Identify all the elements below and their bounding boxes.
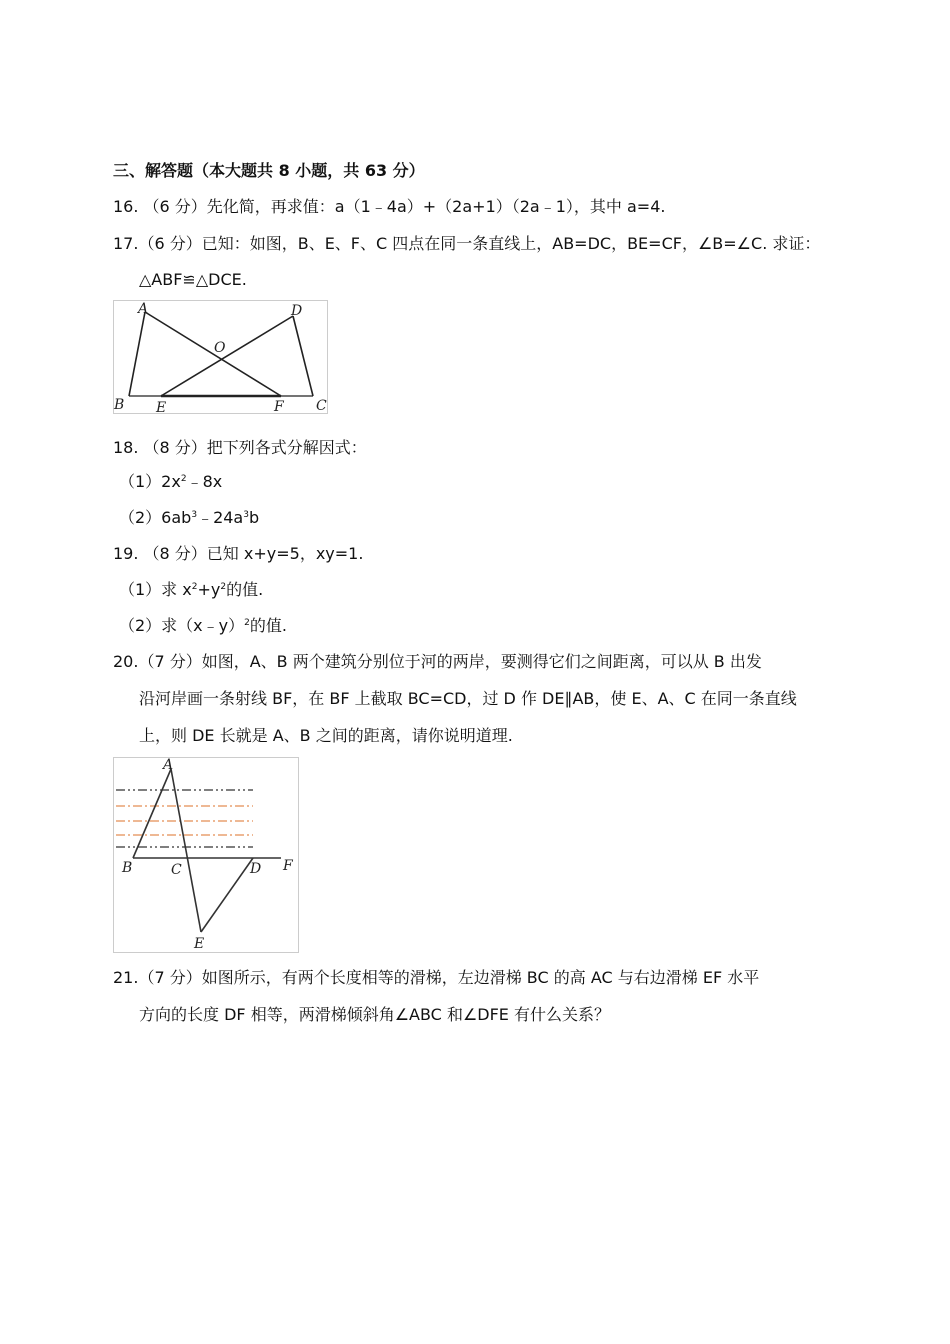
question-20-line-3: 上，则 DE 长就是 A、B 之间的距离，请你说明道理.	[139, 726, 513, 745]
q19-p1-mid: +y	[197, 580, 221, 599]
section-title: 三、解答题（本大题共 8 小题，共 63 分）	[113, 161, 425, 180]
label-c: C	[316, 398, 327, 414]
label-e: E	[156, 400, 167, 415]
question-19-part-1	[119, 580, 263, 600]
question-17-line-1: 17.（6 分）已知：如图，B、E、F、C 四点在同一条直线上，AB=DC，BE=CF，∠B=∠C. 求证：	[113, 234, 821, 253]
label-o: O	[214, 340, 226, 356]
question-18-part-1	[119, 472, 222, 492]
label-d: D	[250, 861, 262, 877]
q19-p2-sup: 2	[244, 618, 250, 628]
question-19-part-2	[119, 616, 287, 636]
label-a: A	[163, 757, 174, 773]
question-20-line-1: 20.（7 分）如图，A、B 两个建筑分别位于河的两岸，要测得它们之间距离，可以从 B 出发	[113, 652, 762, 671]
label-b: B	[114, 397, 125, 413]
question-21-line-1: 21.（7 分）如图所示，有两个长度相等的滑梯，左边滑梯 BC 的高 AC 与右边滑梯 EF 水平	[113, 968, 760, 987]
q18-p2-mid: ﹣24a	[197, 508, 244, 527]
label-a: A	[138, 301, 149, 317]
q18-p1-sup: 2	[180, 474, 187, 484]
question-19: 19. （8 分）已知 x+y=5，xy=1.	[113, 544, 364, 563]
label-c: C	[171, 862, 182, 878]
question-18: 18. （8 分）把下列各式分解因式：	[113, 438, 367, 457]
segment-dc	[293, 316, 313, 396]
figure-17	[113, 300, 329, 415]
segment-af	[145, 312, 281, 396]
segment-ed	[201, 858, 253, 932]
label-e: E	[194, 936, 205, 952]
q19-p1-prefix: （1）求 x	[119, 580, 192, 599]
q18-p2-prefix: （2）6ab	[119, 508, 192, 527]
question-20-line-2: 沿河岸画一条射线 BF，在 BF 上截取 BC=CD，过 D 作 DE∥AB，使 E、A、C 在同一条直线	[139, 689, 797, 708]
segment-ab	[133, 769, 171, 858]
segment-ab	[129, 312, 145, 396]
question-17-line-2: △ABF≌△DCE.	[139, 270, 247, 289]
q18-p1-prefix: （1）2x	[119, 472, 181, 491]
q18-p2-sup1: 3	[191, 510, 198, 520]
q19-p2-prefix: （2）求（x﹣y）	[119, 616, 245, 635]
label-b: B	[122, 860, 133, 876]
q18-p1-rest: ﹣8x	[186, 472, 223, 491]
label-d: D	[291, 303, 303, 319]
q18-p2-sup2: 3	[243, 510, 249, 520]
figure-frame	[114, 758, 299, 953]
q19-p1-sup1: 2	[191, 582, 198, 592]
q19-p1-sup2: 2	[220, 582, 227, 592]
q18-p2-rest: b	[248, 508, 260, 527]
figure-20	[113, 757, 300, 954]
segment-de	[161, 316, 293, 396]
segment-ae	[171, 769, 201, 932]
label-f: F	[274, 399, 284, 415]
q19-p1-rest: 的值.	[226, 580, 264, 599]
question-16: 16. （6 分）先化简，再求值：a（1﹣4a）+（2a+1）（2a﹣1），其中 a=4.	[113, 197, 666, 216]
question-18-part-2	[119, 508, 259, 528]
question-21-line-2: 方向的长度 DF 相等，两滑梯倾斜角∠ABC 和∠DFE 有什么关系？	[139, 1005, 611, 1024]
label-f: F	[283, 858, 293, 874]
q19-p2-rest: 的值.	[249, 616, 287, 635]
